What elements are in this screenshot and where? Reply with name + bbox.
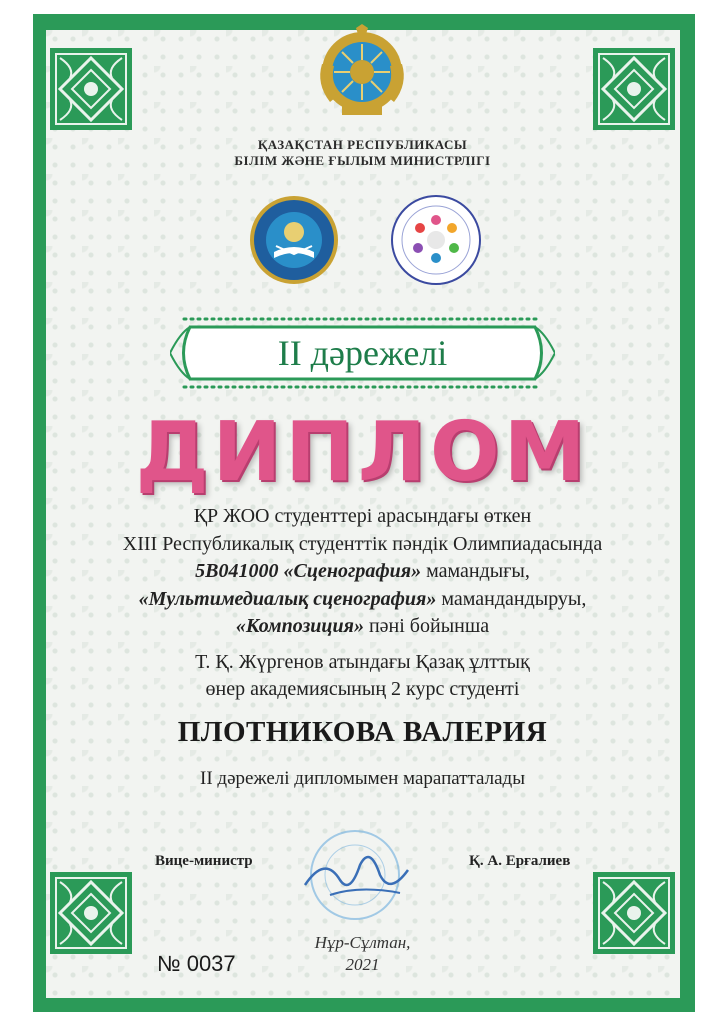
issue-city: Нұр-Сұлтан, <box>314 933 411 952</box>
institution-line-2: өнер академиясының 2 курс студенті <box>205 678 520 700</box>
specialty-code: 5В041000 «Сценография» <box>195 560 422 582</box>
signature-stamp-icon <box>290 825 420 925</box>
specialization-name: «Мультимедиалық сценография» <box>138 588 437 610</box>
signatory-name: Қ. А. Ерғалиев <box>469 853 571 869</box>
body-line-5 <box>0 615 725 638</box>
specialization-suffix: мамандандыруы, <box>436 588 587 610</box>
body-line-1: ҚР ЖОО студенттері арасындағы өткен <box>193 505 532 527</box>
award-text: II дәрежелі дипломымен марапатталады <box>200 768 525 789</box>
diploma-number: № 0037 <box>157 951 236 976</box>
corner-ornament-top-right <box>593 48 675 130</box>
degree-title: II дәрежелі <box>277 333 448 373</box>
institution-line-1: Т. Қ. Жүргенов атындағы Қазақ ұлттық <box>195 651 530 673</box>
diploma-title: ДИПЛОМ <box>135 405 590 500</box>
ministry-seal-icon <box>248 194 340 286</box>
recipient-name: ПЛОТНИКОВА ВАЛЕРИЯ <box>177 716 548 748</box>
issue-year: 2021 <box>345 955 380 974</box>
signatory-title: Вице-министр <box>155 853 253 869</box>
degree-ribbon <box>170 313 555 393</box>
ministry-line-1: ҚАЗАҚСТАН РЕСПУБЛИКАСЫ <box>257 137 468 152</box>
subject-name: «Композиция» <box>235 615 364 637</box>
body-line-4 <box>0 588 725 611</box>
specialty-suffix: мамандығы, <box>421 560 530 582</box>
ministry-line-2: БІЛІМ ЖӘНЕ ҒЫЛЫМ МИНИСТРЛІГІ <box>234 153 491 168</box>
state-emblem-icon <box>312 24 412 124</box>
subject-suffix: пәні бойынша <box>363 615 490 637</box>
body-line-3 <box>0 560 725 583</box>
body-line-2: XIII Республикалық студенттік пәндік Олимпиадасында <box>122 533 603 555</box>
olympiad-logo-icon <box>390 194 482 286</box>
corner-ornament-top-left <box>50 48 132 130</box>
